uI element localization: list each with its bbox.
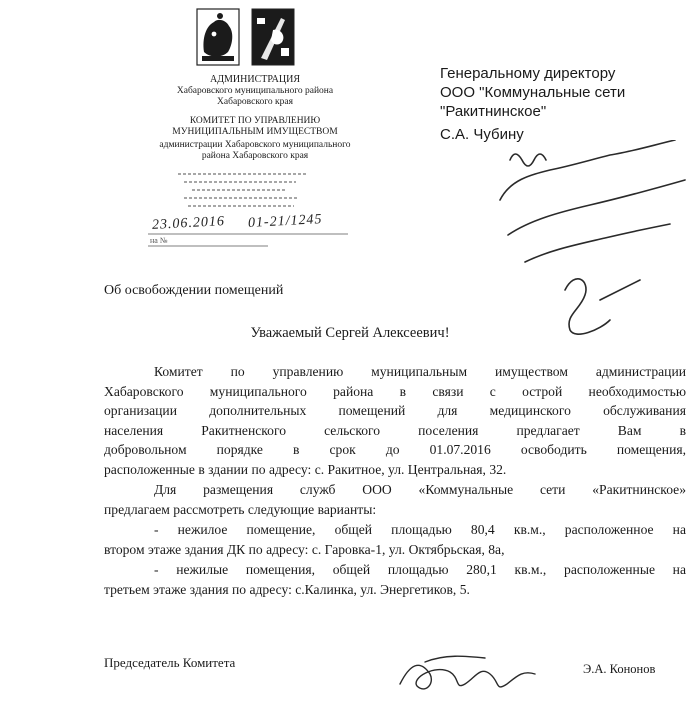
svg-text:на №: на № [150,236,168,245]
addressee-name: С.А. Чубину [440,126,524,143]
handwritten-signature [395,644,545,704]
org-title: АДМИНИСТРАЦИЯ [210,74,300,85]
committee-line-4: района Хабаровского края [201,151,309,161]
district-coat-of-arms-icon [196,8,240,66]
region-coat-of-arms-icon [251,8,295,66]
p1-line-4: населения Ракитненского сельского поселения предлагает Вам в [104,422,686,438]
p1-line-6: расположенные в здании по адресу: с. Ракитное, ул. Центральная, 32. [104,461,507,477]
handwritten-reg-number: 01-21/1245 [247,212,323,231]
p1-line-2: Хабаровского муниципального района в связи с острой необходимостью [104,383,686,399]
committee-line-2: МУНИЦИПАЛЬНЫМ ИМУЩЕСТВОМ [172,127,338,137]
contact-details-illegible [178,168,328,216]
letter-subject: Об освобождении помещений [104,283,284,298]
handwritten-resolution [480,140,700,350]
addressee-line-2: ООО "Коммунальные сети [440,84,626,101]
addressee-block [440,64,625,121]
opt2-line-1: - нежилые помещения, общей площадью 280,1 кв.м., расположенные на [154,562,686,577]
p1-line-1: Комитет по управлению муниципальным имуществом администрации [154,364,686,379]
committee-line-3: администрации Хабаровского муниципального [159,140,351,150]
org-subtitle-district: Хабаровского муниципального района [176,86,334,96]
addressee-line-3: "Ракитнинское" [440,103,547,120]
p1-line-5: добровольном порядке в срок до 01.07.2016 освободить помещения, [104,442,686,457]
p1-line-3: организации дополнительных помещений для медицинского обслуживания [104,403,686,418]
opt2-line-2: третьем этаже здания по адресу: с.Калинка, ул. Энергетиков, 5. [104,581,470,597]
signatory-title: Председатель Комитета [104,655,236,670]
committee-line-1: КОМИТЕТ ПО УПРАВЛЕНИЮ [189,116,321,126]
org-subtitle-region: Хабаровского края [217,97,293,107]
signatory-name: Э.А. Кононов [583,662,656,676]
addressee-line-1: Генеральному директору [440,65,616,82]
p2-line-1: Для размещения служб ООО «Коммунальные сети «Ракитнинское» [154,482,686,497]
handwritten-reg-date: 23.06.2016 [151,214,226,233]
p2-line-2: предлагаем рассмотреть следующие варианты: [104,501,377,517]
opt1-line-1: - нежилое помещение, общей площадью 80,4 кв.м., расположенное на [154,522,686,537]
opt1-line-2: втором этаже здания ДК по адресу: с. Гаровка-1, ул. Октябрьская, 8а, [104,541,505,557]
greeting: Уважаемый Сергей Алексеевич! [250,325,450,341]
